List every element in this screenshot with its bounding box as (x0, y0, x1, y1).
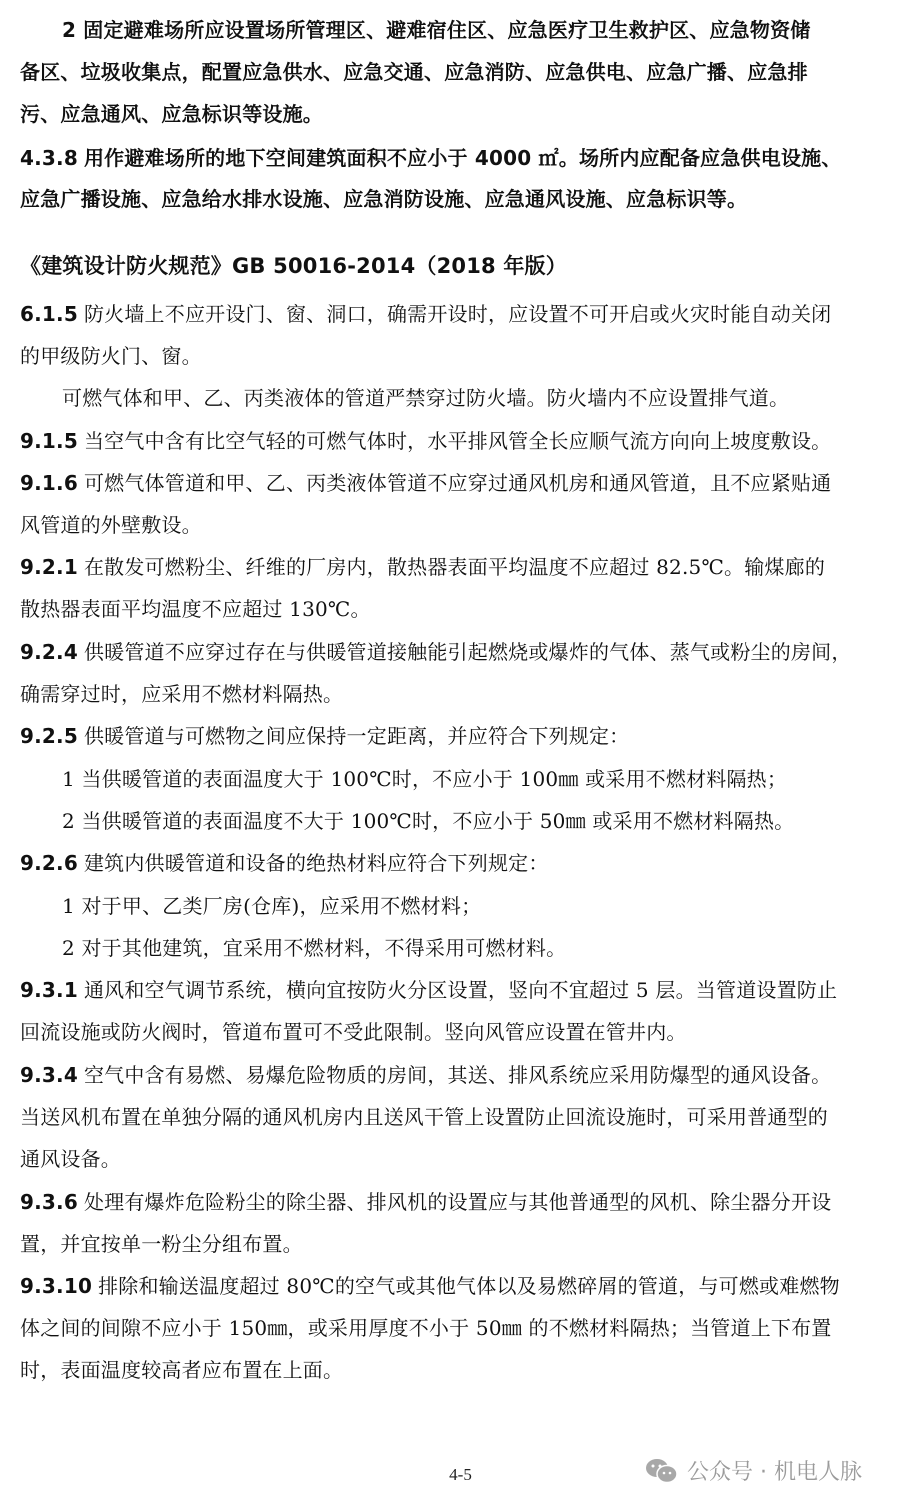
clause-number: 9.3.1 (20, 978, 78, 1002)
clause-text: 供暖管道与可燃物之间应保持一定距离，并应符合下列规定： (83, 724, 630, 748)
clause-6-1-5 (20, 302, 891, 326)
section-title: 《建筑设计防火规范》GB 50016-2014（2018 年版） (20, 254, 567, 278)
clause-text: 防火墙上不应开设门、窗、洞口，确需开设时，应设置不可开启或火灾时能自动关闭 (83, 302, 832, 326)
text-line: 确需穿过时，应采用不燃材料隔热。 (20, 682, 344, 706)
list-item: 2 当供暖管道的表面温度不大于 100℃时，不应小于 50㎜ 或采用不燃材料隔热。 (62, 809, 795, 833)
clause-9-3-1 (20, 978, 891, 1002)
text-line: 污、应急通风、应急标识等设施。 (20, 102, 323, 126)
clause-number: 9.2.4 (20, 640, 78, 664)
clause-text: 处理有爆炸危险粉尘的除尘器、排风机的设置应与其他普通型的风机、除尘器分开设 (83, 1190, 832, 1214)
clause-number: 9.1.5 (20, 429, 78, 453)
clause-text: 排除和输送温度超过 80℃的空气或其他气体以及易燃碎屑的管道，与可燃或难燃物 (98, 1274, 840, 1298)
clause-number: 9.3.6 (20, 1190, 78, 1214)
clause-9-2-6 (20, 851, 891, 875)
clause-4-3-8 (20, 146, 891, 170)
list-item: 1 对于甲、乙类厂房(仓库)，应采用不燃材料； (62, 894, 482, 918)
clause-text: 在散发可燃粉尘、纤维的厂房内，散热器表面平均温度不应超过 82.5℃。输煤廊的 (83, 555, 826, 579)
wechat-icon (645, 1457, 679, 1485)
list-item: 2 对于其他建筑，宜采用不燃材料，不得采用可燃材料。 (62, 936, 567, 960)
clause-9-2-4 (20, 640, 891, 664)
clause-number: 9.1.6 (20, 471, 78, 495)
clause-text: 可燃气体管道和甲、乙、丙类液体管道不应穿过通风机房和通风管道，且不应紧贴通 (83, 471, 832, 495)
watermark-text: 公众号 · 机电人脉 (687, 1460, 862, 1485)
text-line: 回流设施或防火阀时，管道布置可不受此限制。竖向风管应设置在管井内。 (20, 1020, 687, 1044)
clause-9-3-4 (20, 1063, 891, 1087)
clause-text: 当空气中含有比空气轻的可燃气体时，水平排风管全长应顺气流方向向上坡度敷设。 (83, 429, 832, 453)
text-line: 2 固定避难场所应设置场所管理区、避难宿住区、应急医疗卫生救护区、应急物资储 (62, 18, 811, 42)
clause-9-3-6 (20, 1190, 891, 1214)
clause-number: 9.3.4 (20, 1063, 78, 1087)
clause-number: 6.1.5 (20, 302, 78, 326)
clause-text: 空气中含有易燃、易爆危险物质的房间，其送、排风系统应采用防爆型的通风设备。 (83, 1063, 832, 1087)
clause-9-2-5 (20, 724, 891, 748)
clause-number: 9.2.1 (20, 555, 78, 579)
clause-text: 通风和空气调节系统，横向宜按防火分区设置，竖向不宜超过 5 层。当管道设置防止 (83, 978, 838, 1002)
text-line: 置，并宜按单一粉尘分组布置。 (20, 1232, 303, 1256)
text-line: 风管道的外壁敷设。 (20, 513, 202, 537)
text-line: 备区、垃圾收集点，配置应急供水、应急交通、应急消防、应急供电、应急广播、应急排 (20, 60, 808, 84)
clause-9-1-5 (20, 429, 891, 453)
text-line: 可燃气体和甲、乙、丙类液体的管道严禁穿过防火墙。防火墙内不应设置排气道。 (62, 386, 790, 410)
list-item: 1 当供暖管道的表面温度大于 100℃时，不应小于 100㎜ 或采用不燃材料隔热； (62, 767, 788, 791)
clause-number: 4.3.8 (20, 146, 78, 170)
clause-9-2-1 (20, 555, 891, 579)
clause-number: 9.2.6 (20, 851, 78, 875)
clause-text: 建筑内供暖管道和设备的绝热材料应符合下列规定： (83, 851, 549, 875)
page-number: 4-5 (449, 1465, 472, 1484)
text-line: 体之间的间隙不应小于 150㎜，或采用厚度不小于 50㎜ 的不燃材料隔热；当管道上下布置 (20, 1316, 832, 1340)
text-line: 的甲级防火门、窗。 (20, 344, 202, 368)
text-line: 当送风机布置在单独分隔的通风机房内且送风干管上设置防止回流设施时，可采用普通型的 (20, 1105, 828, 1129)
clause-text: 用作避难场所的地下空间建筑面积不应小于 4000 ㎡。场所内应配备应急供电设施、 (83, 146, 842, 170)
clause-text: 供暖管道不应穿过存在与供暖管道接触能引起燃烧或爆炸的气体、蒸气或粉尘的房间， (83, 640, 852, 664)
clause-9-3-10 (20, 1274, 891, 1298)
clause-9-1-6 (20, 471, 891, 495)
clause-number: 9.2.5 (20, 724, 78, 748)
clause-number: 9.3.10 (20, 1274, 93, 1298)
text-line: 散热器表面平均温度不应超过 130℃。 (20, 597, 371, 621)
watermark (645, 1455, 862, 1486)
text-line: 通风设备。 (20, 1147, 121, 1171)
text-line: 应急广播设施、应急给水排水设施、应急消防设施、应急通风设施、应急标识等。 (20, 187, 748, 211)
text-line: 时，表面温度较高者应布置在上面。 (20, 1358, 344, 1382)
